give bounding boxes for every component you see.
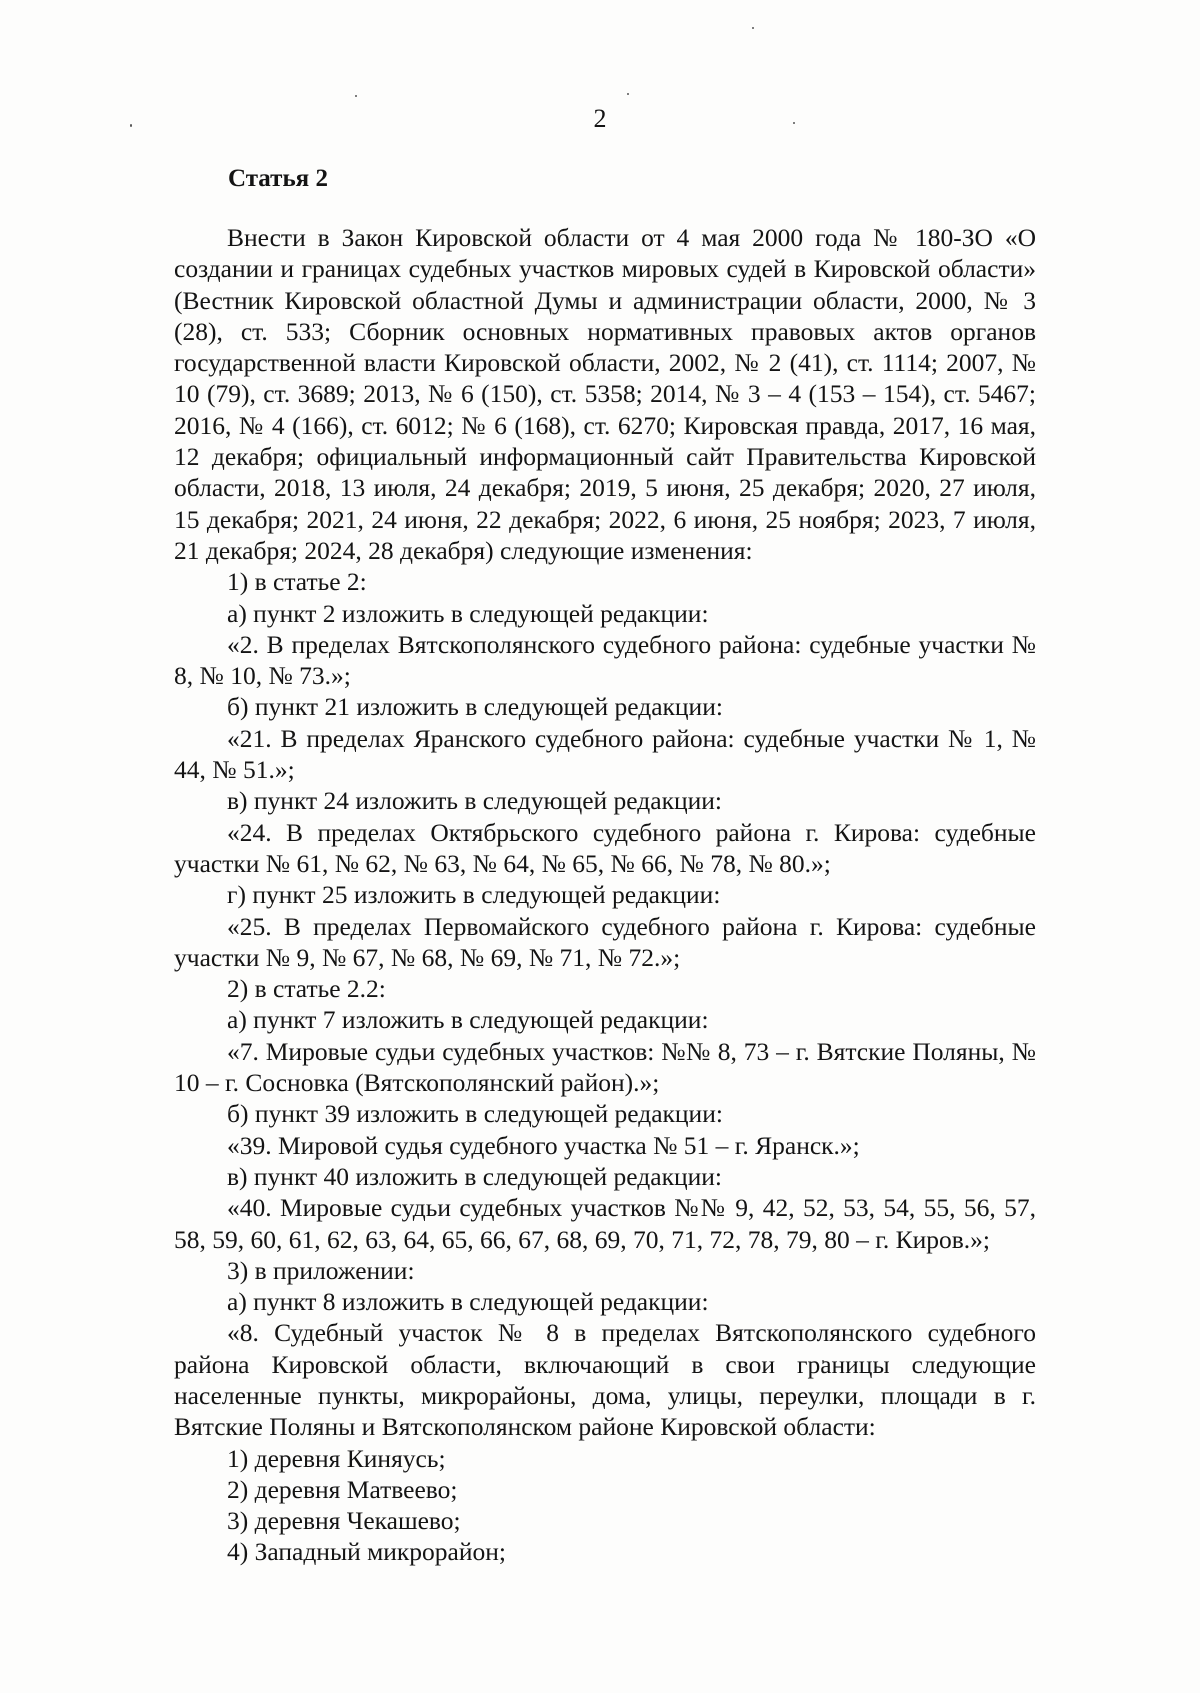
list-item: 2) деревня Матвеево; — [227, 1474, 458, 1504]
page-number: 2 — [593, 104, 607, 133]
paragraph: г) пункт 25 изложить в следующей редакции: — [227, 880, 721, 910]
paragraph: «25. В пределах Первомайского судебного района г. Кирова: судебные участки № 9, № 67, № 68, № 69, № 71, № 72.»; — [174, 911, 1036, 972]
paragraph: а) пункт 7 изложить в следующей редакции: — [227, 1005, 709, 1035]
list-item: 3) деревня Чекашево; — [227, 1506, 461, 1536]
paragraph: в) пункт 24 изложить в следующей редакции: — [227, 786, 722, 816]
scan-speck — [355, 95, 357, 97]
list-item: 4) Западный микрорайон; — [227, 1537, 506, 1567]
paragraph: «7. Мировые судьи судебных участков: №№ 8, 73 – г. Вятские Поляны, № 10 – г. Сосновка (Вятскополянский район).»; — [174, 1036, 1036, 1098]
paragraph: «24. В пределах Октябрьского судебного района г. Кирова: судебные участки № 61, № 62, № 63, № 64, № 65, № 66, № 78, № 80.»; — [174, 817, 1036, 878]
paragraph: «2. В пределах Вятскополянского судебного района: судебные участки № 8, № 10, № 73.»; — [174, 629, 1036, 691]
scan-speck — [752, 27, 754, 29]
paragraph: а) пункт 8 изложить в следующей редакции: — [227, 1287, 709, 1317]
paragraph: «8. Судебный участок № 8 в пределах Вятскополянского судебного района Кировской области, включающий в свои границы следующие населенные пункты, микрорайоны, дома, улицы, переулки, площади в г. Вятские Поляны и Вятскополянском районе Кировской области: — [174, 1318, 1036, 1442]
article-heading: Статья 2 — [228, 165, 328, 192]
paragraph: «40. Мировые судьи судебных участков №№ 9, 42, 52, 53, 54, 55, 56, 57, 58, 59, 60, 61, 62, 63, 64, 65, 66, 67, 68, 69, 70, 71, 72, 78, 79, 80 – г. Киров.»; — [174, 1193, 1036, 1254]
paragraph: «21. В пределах Яранского судебного района: судебные участки № 1, № 44, № 51.»; — [174, 723, 1036, 785]
paragraph: 2) в статье 2.2: — [227, 974, 386, 1004]
list-item: 1) деревня Киняусь; — [227, 1443, 446, 1473]
paragraph-amendment-intro: Внести в Закон Кировской области от 4 мая 2000 года № 180-ЗО «О создании и границах судебных участков мировых судей в Кировской области» (Вестник Кировской областной Думы и администрации области, 2000, № 3 (28), ст. 533; Сборник основных нормативных правовых актов органов государственной власти Кировской области, 2002, № 2 (41), ст. 1114; 2007, № 10 (79), ст. 3689; 2013, № 6 (150), ст. 5358; 2014, № 3 – 4 (153 – 154), ст. 5467; 2016, № 4 (166), ст. 6012; № 6 (168), ст. 6270; Кировская правда, 2017, 16 мая, 12 декабря; официальный информационный сайт Правительства Кировской области, 2018, 13 июля, 24 декабря; 2019, 5 июня, 25 декабря; 2020, 27 июля, 15 декабря; 2021, 24 июня, 22 декабря; 2022, 6 июня, 25 ноября; 2023, 7 июля, 21 декабря; 2024, 28 декабря) следующие изменения: — [174, 223, 1036, 565]
scan-speck — [627, 93, 629, 95]
paragraph: «39. Мировой судья судебного участка № 51 – г. Яранск.»; — [227, 1130, 860, 1160]
paragraph: б) пункт 21 изложить в следующей редакции: — [227, 692, 723, 722]
document-body — [174, 222, 1036, 1568]
paragraph: 1) в статье 2: — [227, 567, 367, 597]
paragraph: б) пункт 39 изложить в следующей редакции: — [227, 1099, 723, 1129]
paragraph: в) пункт 40 изложить в следующей редакции: — [227, 1161, 722, 1191]
paragraph: а) пункт 2 изложить в следующей редакции: — [227, 598, 709, 628]
paragraph: 3) в приложении: — [227, 1255, 415, 1285]
